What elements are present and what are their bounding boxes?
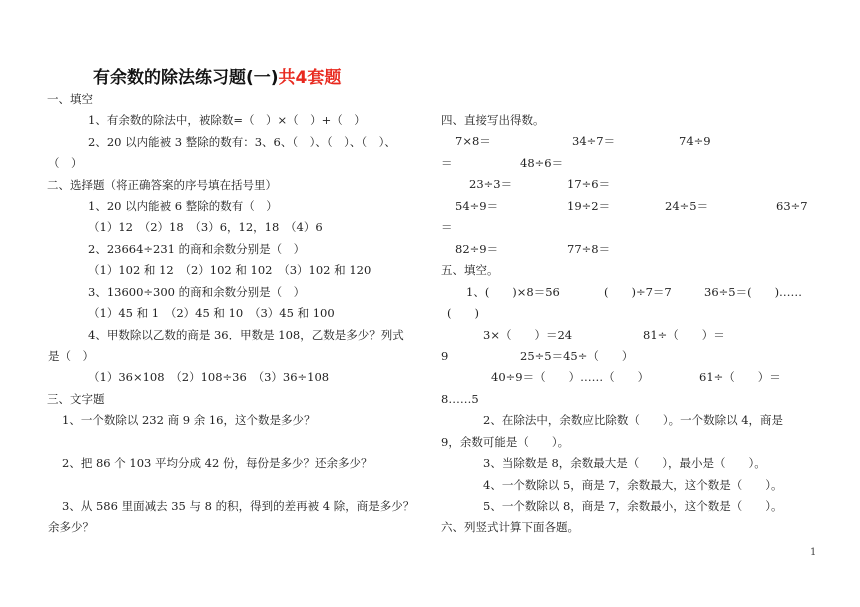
question-2-2: 2、23664÷231 的商和余数分别是（ ） xyxy=(88,242,306,256)
calc-item: 17÷6＝ xyxy=(567,177,611,191)
calc-item: 77÷8＝ xyxy=(567,242,611,256)
fill-question-5: 5、一个数除以 8，商是 7，余数最小，这个数是（ ）。 xyxy=(483,499,783,513)
fill-item: 8……5 xyxy=(441,392,479,406)
calc-item: 23÷3＝ xyxy=(469,177,513,191)
fill-question-3: 3、当除数是 8，余数最大是（ ），最小是（ ）。 xyxy=(483,456,766,470)
calc-item: 63÷7 xyxy=(776,199,808,213)
question-2-4-options: （1）36×108 （2）108÷36 （3）36÷108 xyxy=(88,370,330,384)
calc-item: 19÷2＝ xyxy=(567,199,611,213)
question-3-3: 3、从 586 里面减去 35 与 8 的积，得到的差再被 4 除，商是多少？ xyxy=(62,499,415,513)
fill-question-2: 2、在除法中，余数应比除数（ ）。一个数除以 4，商是 xyxy=(483,413,784,427)
question-2-4-cont: 是（ ） xyxy=(48,349,94,363)
calc-item: 48÷6＝ xyxy=(520,156,564,170)
fill-question-4: 4、一个数除以 5，商是 7，余数最大，这个数是（ ）。 xyxy=(483,478,783,492)
section-3-heading: 三、文字题 xyxy=(47,392,105,406)
question-1-2: 2、20 以内能被 3 整除的数有：3、6、（ ）、（ ）、（ ）、 xyxy=(88,135,396,149)
fill-item: 3×（ ）＝24 xyxy=(483,328,573,342)
calc-item: ＝ xyxy=(441,220,453,234)
fill-item: 1、( )×8＝56 xyxy=(466,285,560,299)
fill-item: 36÷5＝( )…… xyxy=(704,285,803,299)
fill-item: 9 xyxy=(441,349,449,363)
question-3-1: 1、一个数除以 232 商 9 余 16，这个数是多少？ xyxy=(62,413,316,427)
page-number: 1 xyxy=(810,547,817,558)
question-3-3-cont: 余多少？ xyxy=(48,520,94,534)
fill-item: 61÷（ ）＝ xyxy=(699,370,781,384)
calc-item: 74÷9 xyxy=(679,134,711,148)
calc-item: 7×8＝ xyxy=(455,134,491,148)
fill-item: ( ) xyxy=(447,306,479,320)
question-1-1: 1、有余数的除法中，被除数=（ ）×（ ）+（ ） xyxy=(88,113,366,127)
question-3-2: 2、把 86 个 103 平均分成 42 份，每份是多少？还余多少？ xyxy=(62,456,373,470)
calc-item: 24÷5＝ xyxy=(665,199,709,213)
question-1-2-cont: （ ） xyxy=(48,156,83,170)
section-5-heading: 五、填空。 xyxy=(441,263,499,277)
question-2-4: 4、甲数除以乙数的商是 36．甲数是 108，乙数是多少？列式 xyxy=(88,328,404,342)
question-2-3-options: （1）45 和 1 （2）45 和 10 （3）45 和 100 xyxy=(88,306,335,320)
question-2-1: 1、20 以内能被 6 整除的数有（ ） xyxy=(88,199,278,213)
question-2-2-options: （1）102 和 12 （2）102 和 102 （3）102 和 120 xyxy=(88,263,372,277)
fill-item: 25÷5＝45÷（ ） xyxy=(520,349,634,363)
fill-item: ( )÷7＝7 xyxy=(604,285,672,299)
fill-item: 81÷（ ）＝ xyxy=(643,328,725,342)
question-2-1-options: （1）12 （2）18 （3）6，12，18 （4）6 xyxy=(88,220,323,234)
section-2-heading: 二、选择题（将正确答案的序号填在括号里） xyxy=(47,178,277,192)
calc-item: 54÷9＝ xyxy=(455,199,499,213)
calc-item: ＝ xyxy=(441,156,453,170)
fill-question-2-cont: 9，余数可能是（ ）。 xyxy=(441,435,570,449)
section-1-heading: 一、填空 xyxy=(47,92,93,106)
question-2-3: 3、13600÷300 的商和余数分别是（ ） xyxy=(88,285,306,299)
calc-item: 82÷9＝ xyxy=(455,242,499,256)
section-6-heading: 六、列竖式计算下面各题。 xyxy=(441,520,579,534)
calc-item: 34÷7＝ xyxy=(572,134,616,148)
title-highlight: 共4套题 xyxy=(278,68,342,88)
fill-item: 40÷9＝（ ）……（ ） xyxy=(491,370,650,384)
section-4-heading: 四、直接写出得数。 xyxy=(441,113,545,127)
page-title: 有余数的除法练习题(一)共4套题 xyxy=(93,68,342,88)
